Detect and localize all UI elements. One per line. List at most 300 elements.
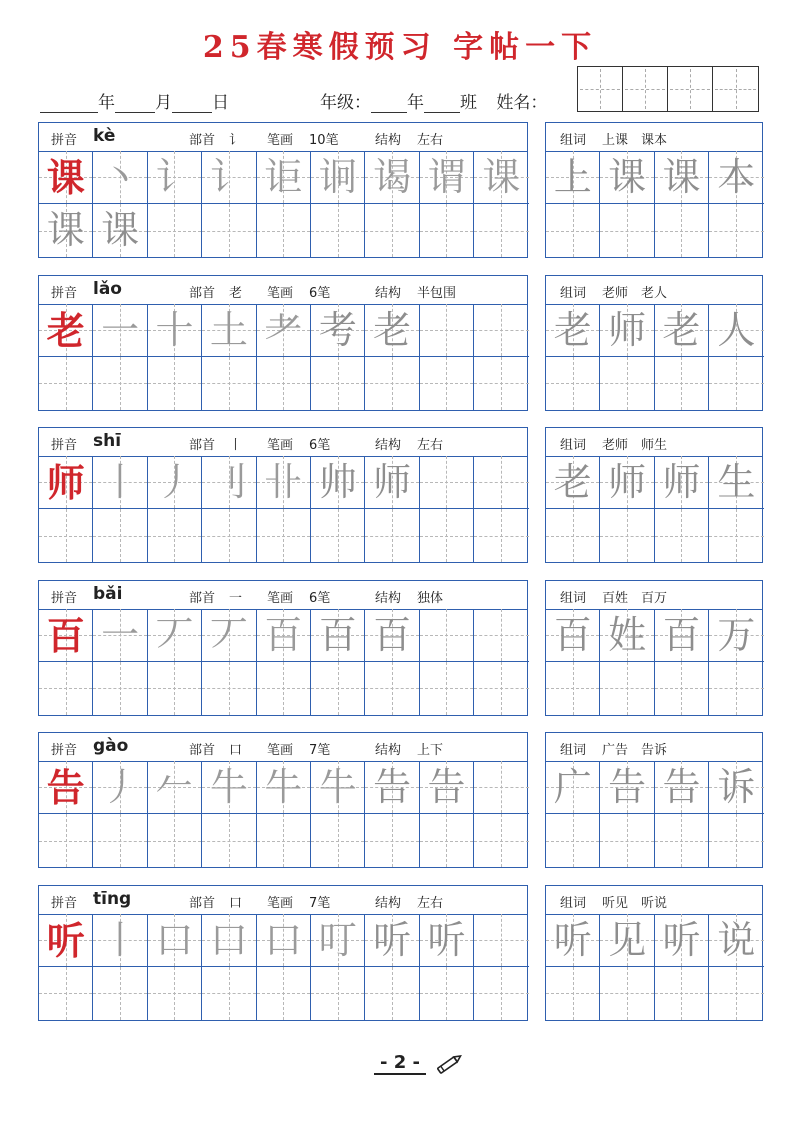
practice-cell[interactable] (39, 204, 93, 257)
stroke-order-character: 百 (318, 612, 357, 657)
word-header (546, 886, 762, 915)
stroke-order-character: 课 (46, 208, 85, 252)
practice-cell[interactable] (311, 914, 365, 967)
practice-cell[interactable] (148, 357, 202, 410)
word-cell[interactable] (600, 204, 654, 257)
practice-cell[interactable] (365, 204, 419, 257)
word-cell[interactable] (600, 609, 654, 662)
pinyin-value: lǎo (93, 278, 122, 299)
practice-cell[interactable] (257, 456, 311, 509)
radical-label: 部首 (189, 133, 216, 148)
structure-label: 结构 (375, 438, 402, 453)
word-cell[interactable] (709, 814, 763, 867)
structure-label: 结构 (375, 285, 402, 301)
practice-cell[interactable] (39, 914, 93, 967)
word-cell[interactable] (709, 304, 763, 357)
word-character: 听 (553, 917, 592, 962)
practice-cell[interactable] (257, 357, 311, 410)
word-cell[interactable] (546, 914, 600, 967)
practice-cell[interactable] (311, 662, 365, 715)
practice-cell[interactable] (257, 662, 311, 715)
word-character: 师 (608, 460, 647, 504)
practice-cell[interactable] (257, 151, 311, 204)
words-label: 组词 (560, 285, 587, 301)
strokes-label: 笔画 (267, 895, 294, 911)
radical-label: 部首 (189, 285, 216, 301)
word-cell[interactable] (655, 609, 709, 662)
stroke-order-character: 丿 (101, 765, 140, 809)
grade-year-blank[interactable] (371, 96, 407, 113)
character-panel (38, 732, 528, 868)
practice-cell[interactable] (311, 814, 365, 867)
word-cell[interactable] (600, 662, 654, 715)
practice-grid (39, 456, 527, 562)
practice-cell[interactable] (311, 761, 365, 814)
practice-cell[interactable] (202, 609, 256, 662)
structure-label: 结构 (375, 743, 402, 758)
practice-cell[interactable] (39, 151, 93, 204)
practice-cell[interactable] (420, 204, 474, 257)
radical-value: 讠 (229, 133, 243, 148)
month-blank[interactable] (115, 96, 155, 113)
strokes-label: 笔画 (267, 438, 294, 453)
word-cell[interactable] (709, 662, 763, 715)
practice-cell[interactable] (257, 914, 311, 967)
practice-cell[interactable] (365, 761, 419, 814)
practice-cell[interactable] (311, 509, 365, 562)
word-cell[interactable] (655, 967, 709, 1020)
practice-cell[interactable] (93, 304, 147, 357)
practice-cell[interactable] (257, 761, 311, 814)
character-info-header (39, 581, 527, 610)
name-box[interactable] (623, 67, 668, 111)
pinyin-value: bǎi (93, 583, 123, 604)
word-grid (546, 609, 762, 715)
strokes-label: 笔画 (267, 285, 294, 301)
word-cell[interactable] (655, 204, 709, 257)
word-cell[interactable] (655, 814, 709, 867)
structure-label: 结构 (375, 133, 402, 148)
practice-grid (39, 761, 527, 867)
word-cell[interactable] (546, 456, 600, 509)
grade-label: 年级： (320, 93, 371, 113)
word-character: 百 (553, 612, 592, 657)
practice-cell[interactable] (202, 662, 256, 715)
word-cell[interactable] (546, 814, 600, 867)
word-character: 见 (608, 917, 647, 962)
word-character: 百 (662, 612, 701, 657)
word-character: 听 (662, 917, 701, 962)
words-label: 组词 (560, 133, 587, 148)
stroke-order-character: 丆 (155, 612, 194, 657)
name-box[interactable] (578, 67, 623, 111)
word-cell[interactable] (655, 456, 709, 509)
word-grid (546, 151, 762, 257)
word-cell[interactable] (600, 304, 654, 357)
word-cell[interactable] (709, 204, 763, 257)
word-cell[interactable] (600, 761, 654, 814)
practice-cell[interactable] (365, 357, 419, 410)
word-header (546, 581, 762, 610)
practice-cell[interactable] (474, 914, 528, 967)
practice-cell[interactable] (365, 814, 419, 867)
practice-cell[interactable] (148, 509, 202, 562)
practice-cell[interactable] (93, 662, 147, 715)
practice-cell[interactable] (257, 204, 311, 257)
word-cell[interactable] (600, 814, 654, 867)
practice-cell[interactable] (148, 761, 202, 814)
words-label: 组词 (560, 895, 587, 911)
practice-cell[interactable] (420, 151, 474, 204)
month-label: 月 (155, 93, 172, 113)
word-panel (545, 275, 763, 411)
structure-value: 左右 (417, 895, 444, 911)
word-grid (546, 456, 762, 562)
practice-cell[interactable] (365, 967, 419, 1020)
stroke-order-character: 𠂉 (155, 765, 194, 809)
stroke-order-character: 百 (373, 612, 412, 657)
word-character: 姓 (608, 612, 647, 657)
stroke-order-character: 告 (427, 765, 466, 809)
word-grid (546, 304, 762, 410)
practice-cell[interactable] (474, 509, 528, 562)
word-character: 老 (553, 460, 592, 504)
practice-cell[interactable] (39, 357, 93, 410)
word-cell[interactable] (709, 761, 763, 814)
practice-cell[interactable] (420, 914, 474, 967)
practice-cell[interactable] (420, 761, 474, 814)
character-info-header (39, 886, 527, 915)
word-cell[interactable] (709, 357, 763, 410)
year-blank[interactable] (40, 96, 98, 113)
practice-cell[interactable] (93, 509, 147, 562)
stroke-order-character: 一 (101, 307, 140, 352)
stroke-order-character: 听 (427, 917, 466, 962)
practice-cell[interactable] (365, 509, 419, 562)
stroke-order-character: 师 (373, 460, 412, 504)
practice-cell[interactable] (474, 151, 528, 204)
character-panel (38, 885, 528, 1021)
word-cell[interactable] (709, 609, 763, 662)
word-cell[interactable] (655, 151, 709, 204)
stroke-order-character: 谓 (427, 155, 466, 199)
word-cell[interactable] (546, 662, 600, 715)
words-value: 听见 听说 (602, 895, 668, 911)
word-cell[interactable] (600, 967, 654, 1020)
practice-cell[interactable] (39, 304, 93, 357)
grade-line (320, 88, 547, 113)
practice-cell[interactable] (39, 967, 93, 1020)
practice-cell[interactable] (365, 914, 419, 967)
word-cell[interactable] (546, 509, 600, 562)
practice-cell[interactable] (93, 204, 147, 257)
word-cell[interactable] (600, 357, 654, 410)
strokes-label: 笔画 (267, 133, 294, 148)
page-number (0, 1052, 800, 1075)
practice-grid (39, 914, 527, 1020)
practice-cell[interactable] (93, 761, 147, 814)
practice-cell[interactable] (257, 967, 311, 1020)
practice-cell[interactable] (93, 456, 147, 509)
word-character: 告 (608, 765, 647, 809)
word-cell[interactable] (655, 304, 709, 357)
practice-cell[interactable] (202, 456, 256, 509)
word-cell[interactable] (655, 761, 709, 814)
practice-grid (39, 304, 527, 410)
practice-cell[interactable] (474, 304, 528, 357)
stroke-order-character: 口 (264, 917, 303, 962)
practice-cell[interactable] (420, 304, 474, 357)
model-character: 听 (46, 917, 85, 963)
practice-cell[interactable] (93, 814, 147, 867)
words-value: 广告 告诉 (602, 743, 668, 758)
practice-cell[interactable] (420, 662, 474, 715)
practice-cell[interactable] (420, 456, 474, 509)
practice-cell[interactable] (202, 357, 256, 410)
word-character: 说 (717, 917, 756, 962)
pinyin-label: 拼音 (51, 743, 78, 758)
practice-cell[interactable] (148, 814, 202, 867)
word-cell[interactable] (655, 662, 709, 715)
practice-cell[interactable] (202, 204, 256, 257)
practice-cell[interactable] (39, 662, 93, 715)
pinyin-label: 拼音 (51, 895, 78, 911)
practice-cell[interactable] (93, 914, 147, 967)
practice-cell[interactable] (39, 456, 93, 509)
practice-cell[interactable] (93, 609, 147, 662)
stroke-order-character: 丿 (155, 460, 194, 504)
practice-cell[interactable] (311, 456, 365, 509)
word-cell[interactable] (546, 151, 600, 204)
radical-value: 口 (229, 895, 243, 911)
practice-cell[interactable] (365, 456, 419, 509)
stroke-order-character: 谒 (373, 155, 412, 199)
word-character: 课 (662, 155, 701, 199)
stroke-order-character: 一 (101, 612, 140, 657)
word-character: 人 (717, 307, 756, 352)
practice-cell[interactable] (202, 814, 256, 867)
practice-cell[interactable] (148, 151, 202, 204)
practice-cell[interactable] (202, 509, 256, 562)
word-cell[interactable] (546, 609, 600, 662)
pinyin-label: 拼音 (51, 133, 78, 148)
name-box[interactable] (713, 67, 758, 111)
practice-cell[interactable] (474, 662, 528, 715)
stroke-order-character: 十 (155, 307, 194, 352)
practice-cell[interactable] (93, 967, 147, 1020)
word-cell[interactable] (546, 761, 600, 814)
word-cell[interactable] (709, 151, 763, 204)
word-cell[interactable] (546, 357, 600, 410)
practice-grid (39, 609, 527, 715)
word-cell[interactable] (600, 456, 654, 509)
practice-cell[interactable] (148, 204, 202, 257)
pinyin-value: tīng (93, 888, 132, 909)
word-cell[interactable] (709, 914, 763, 967)
strokes-label: 笔画 (267, 590, 294, 606)
practice-cell[interactable] (202, 304, 256, 357)
strokes-value: 10笔 (309, 133, 339, 148)
word-character: 师 (662, 460, 701, 504)
practice-cell[interactable] (257, 304, 311, 357)
words-value: 老师 师生 (602, 438, 668, 453)
model-character: 百 (46, 612, 85, 658)
class-blank[interactable] (424, 96, 460, 113)
pinyin-label: 拼音 (51, 285, 78, 301)
stroke-order-character: 诇 (318, 155, 357, 199)
word-character: 课 (608, 155, 647, 199)
words-value: 百姓 百万 (602, 590, 668, 606)
radical-value: 口 (229, 743, 243, 758)
word-character: 上 (553, 155, 592, 199)
practice-cell[interactable] (474, 204, 528, 257)
stroke-order-character: 牛 (318, 765, 357, 809)
structure-value: 上下 (417, 743, 444, 758)
practice-cell[interactable] (148, 662, 202, 715)
practice-cell[interactable] (311, 204, 365, 257)
word-grid (546, 914, 762, 1020)
practice-cell[interactable] (474, 609, 528, 662)
word-grid (546, 761, 762, 867)
word-cell[interactable] (546, 967, 600, 1020)
word-header (546, 123, 762, 152)
practice-cell[interactable] (202, 967, 256, 1020)
word-cell[interactable] (546, 204, 600, 257)
structure-label: 结构 (375, 895, 402, 911)
practice-cell[interactable] (311, 151, 365, 204)
words-value: 老师 老人 (602, 285, 668, 301)
words-label: 组词 (560, 590, 587, 606)
word-cell[interactable] (709, 509, 763, 562)
pencil-icon (433, 1053, 465, 1075)
radical-value: 一 (229, 590, 243, 606)
practice-cell[interactable] (148, 609, 202, 662)
practice-cell[interactable] (39, 609, 93, 662)
practice-cell[interactable] (311, 967, 365, 1020)
practice-cell[interactable] (93, 151, 147, 204)
practice-cell[interactable] (202, 761, 256, 814)
practice-cell[interactable] (148, 914, 202, 967)
practice-cell[interactable] (474, 967, 528, 1020)
word-cell[interactable] (655, 357, 709, 410)
stroke-order-character: 卝 (264, 460, 303, 504)
practice-cell[interactable] (148, 304, 202, 357)
stroke-order-character: 耂 (264, 307, 303, 352)
practice-cell[interactable] (39, 509, 93, 562)
word-character: 生 (717, 460, 756, 504)
practice-cell[interactable] (39, 814, 93, 867)
practice-cell[interactable] (202, 151, 256, 204)
word-cell[interactable] (709, 456, 763, 509)
word-cell[interactable] (600, 509, 654, 562)
stroke-order-character: 丆 (209, 612, 248, 657)
practice-cell[interactable] (420, 814, 474, 867)
strokes-value: 7笔 (309, 895, 331, 911)
word-header (546, 276, 762, 305)
practice-cell[interactable] (420, 609, 474, 662)
character-panel (38, 580, 528, 716)
model-character: 师 (46, 460, 85, 505)
word-cell[interactable] (600, 914, 654, 967)
day-blank[interactable] (172, 96, 212, 113)
practice-cell[interactable] (365, 662, 419, 715)
radical-label: 部首 (189, 438, 216, 453)
radical-label: 部首 (189, 590, 216, 606)
practice-cell[interactable] (39, 761, 93, 814)
structure-value: 独体 (417, 590, 444, 606)
practice-cell[interactable] (257, 609, 311, 662)
date-line (40, 88, 229, 113)
stroke-order-character: 丶 (101, 155, 140, 199)
stroke-order-character: 考 (318, 307, 357, 352)
practice-cell[interactable] (420, 509, 474, 562)
structure-value: 半包围 (417, 285, 457, 301)
practice-cell[interactable] (93, 357, 147, 410)
character-panel (38, 275, 528, 411)
stroke-order-character: 讠 (209, 155, 248, 199)
strokes-value: 6笔 (309, 438, 331, 453)
practice-cell[interactable] (365, 151, 419, 204)
practice-cell[interactable] (148, 456, 202, 509)
page-title: 25春寒假预习 字帖一下 (202, 30, 598, 65)
stroke-order-character: 听 (373, 917, 412, 962)
practice-cell[interactable] (365, 609, 419, 662)
word-panel (545, 122, 763, 258)
character-info-header (39, 276, 527, 305)
word-cell[interactable] (655, 914, 709, 967)
year-label: 年 (98, 93, 115, 113)
practice-cell[interactable] (257, 509, 311, 562)
word-cell[interactable] (600, 151, 654, 204)
grade-year-label: 年 (407, 93, 424, 113)
practice-cell[interactable] (311, 357, 365, 410)
practice-cell[interactable] (420, 967, 474, 1020)
pinyin-value: shī (93, 431, 122, 451)
practice-cell[interactable] (365, 304, 419, 357)
practice-cell[interactable] (311, 609, 365, 662)
practice-cell[interactable] (420, 357, 474, 410)
stroke-order-character: 课 (482, 155, 521, 199)
practice-cell[interactable] (148, 967, 202, 1020)
practice-cell[interactable] (474, 456, 528, 509)
structure-value: 左右 (417, 133, 444, 148)
stroke-order-character: 课 (101, 208, 140, 252)
structure-value: 左右 (417, 438, 444, 453)
practice-cell[interactable] (474, 357, 528, 410)
practice-cell[interactable] (311, 304, 365, 357)
model-character: 课 (46, 155, 85, 200)
word-cell[interactable] (655, 509, 709, 562)
word-character: 广 (553, 765, 592, 809)
word-panel (545, 885, 763, 1021)
word-cell[interactable] (546, 304, 600, 357)
name-box[interactable] (668, 67, 713, 111)
day-label: 日 (212, 93, 229, 113)
stroke-order-character: 老 (373, 307, 412, 352)
practice-cell[interactable] (474, 761, 528, 814)
page-number-text: - 2 - (374, 1052, 426, 1075)
name-boxes[interactable] (577, 66, 759, 112)
practice-cell[interactable] (257, 814, 311, 867)
stroke-order-character: 口 (209, 917, 248, 962)
pinyin-value: kè (93, 126, 116, 146)
stroke-order-character: 讠 (155, 155, 194, 199)
strokes-label: 笔画 (267, 743, 294, 758)
stroke-order-character: 口 (155, 917, 194, 962)
practice-cell[interactable] (474, 814, 528, 867)
word-cell[interactable] (709, 967, 763, 1020)
practice-cell[interactable] (202, 914, 256, 967)
